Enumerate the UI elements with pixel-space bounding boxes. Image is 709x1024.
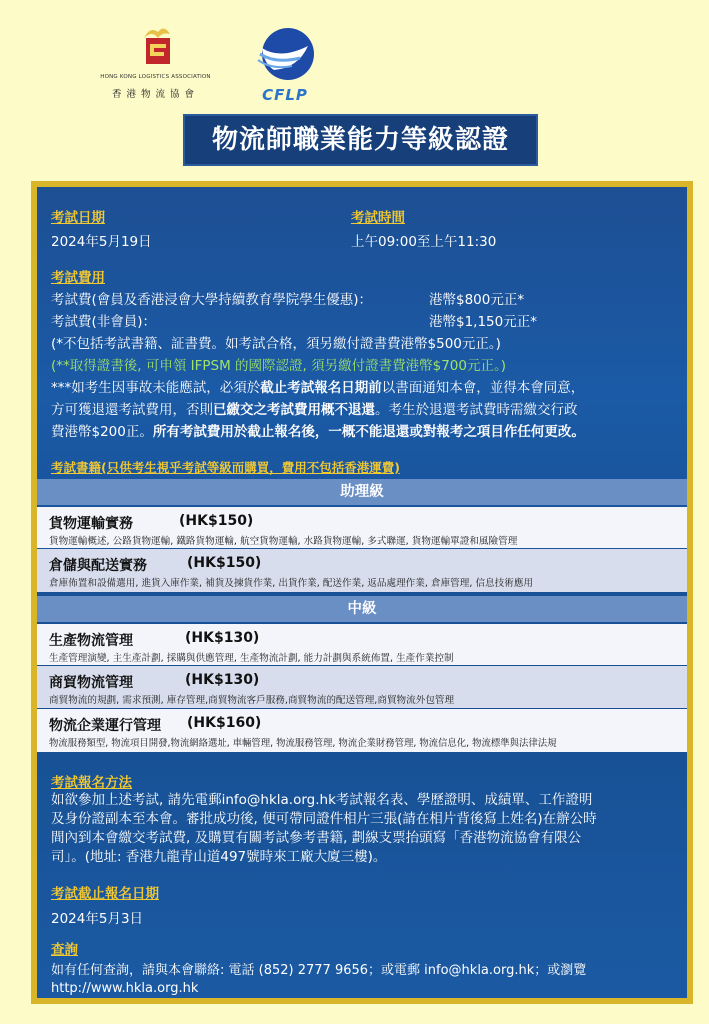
book-row [37,624,687,665]
refund-text-no-refund: 已繳交之考試費用概不退還 [213,402,375,418]
book-desc: 倉庫佈置和設備選用, 進貨入庫作業, 補貨及揀貨作業, 出貨作業, 配送作業, 返品處理作業, 倉庫管理, 信息技術應用 [49,578,534,589]
deadline-label: 考試截止報名日期 [51,886,159,902]
book-price: (HK$130) [185,672,260,688]
book-desc: 生產管理演變, 主生產計劃, 採購與供應管理, 生產物流計劃, 能力計劃與系統佈置, 生產作業控制 [49,653,454,664]
fee-note-2: (**取得證書後, 可申領 IFPSM 的國際認證, 須另繳付證書費港幣$700元正。) [51,358,506,374]
refund-line-3 [51,420,585,440]
fees-label: 考試費用 [51,270,105,286]
book-title: 生產物流管理 [49,633,133,649]
refund-line-2 [51,398,578,418]
book-title: 商貿物流管理 [49,675,133,691]
book-title: 物流企業運行管理 [49,718,161,734]
member-fee-price: 港幣$800元正* [429,292,525,308]
book-price: (HK$150) [187,555,262,571]
register-line: 司」。(地址: 香港九龍青山道497號時來工廠大廈三樓)。 [51,849,387,865]
hkla-english-name: HONG KONG LOGISTICS ASSOCIATION [100,74,211,80]
book-row [37,709,687,752]
fee-note-1: (*不包括考試書籍、証書費。如考試合格，須另繳付證書費港幣$500元正。) [51,336,501,352]
book-row [37,507,687,548]
website-link[interactable]: http://www.hkla.org.hk [51,981,199,996]
exam-date-value: 2024年5月19日 [51,234,152,250]
register-line: 及身份證副本至本會。審批成功後, 便可帶同證件相片三張(請在相片背後寫上姓名)在辦公時 [51,811,597,827]
deadline-value: 2024年5月3日 [51,911,144,927]
member-fee-text: 考試費(會員及香港浸會大學持續教育學院學生優惠)： [51,292,373,308]
page-title: 物流師職業能力等級認證 [183,114,538,166]
register-paragraph [51,791,687,867]
level-bar-assistant: 助理級 [37,479,687,505]
register-line: 間內到本會繳交考試費, 及購買有關考試參考書籍, 劃線支票抬頭寫「香港物流協會有限公 [51,830,582,846]
book-desc: 物流服務類型, 物流項目開發,物流網絡選址, 車輛管理, 物流服務管理, 物流企業財務管理, 物流信息化, 物流標準與法律法規 [49,738,557,749]
book-desc: 貨物運輸概述, 公路貨物運輸, 鐵路貨物運輸, 航空貨物運輸, 水路貨物運輸, 多式聯運, 貨物運輸單證和風險管理 [49,536,518,547]
refund-line-1 [51,376,584,396]
book-title: 貨物運輸實務 [49,516,133,532]
nonmember-fee-price: 港幣$1,150元正* [429,314,537,330]
cflp-logo [250,24,320,104]
enquiry-text: 如有任何查詢，請與本會聯絡: 電話 (852) 2777 9656；或電郵 info@hkla.org.hk；或瀏覽 [51,963,587,978]
hkla-chinese-name: 香港物流協會 [111,89,199,100]
level-bar-intermediate: 中級 [37,596,687,622]
book-price: (HK$150) [179,513,254,529]
exam-time-value: 上午09:00至上午11:30 [351,234,497,250]
book-price: (HK$160) [187,715,262,731]
nonmember-fee-text: 考試費(非會員)： [51,314,157,330]
refund-text-d: 方可獲退還考試費用，否則 [51,402,213,418]
exam-date-label: 考試日期 [51,210,105,226]
book-price: (HK$130) [185,630,260,646]
book-row [37,666,687,708]
exam-time-label: 考試時間 [351,210,405,226]
cflp-globe-icon [250,24,320,84]
register-label: 考試報名方法 [51,775,132,791]
refund-text-c: 以書面通知本會，並得本會同意， [381,380,585,396]
refund-text-final: 所有考試費用於截止報名後，一概不能退還或對報考之項目作任何更改。 [152,424,585,440]
book-row [37,549,687,592]
logos-area [0,18,709,108]
refund-text-a: ***如考生因事故未能應試，必須於 [51,380,261,396]
refund-text-deadline: 截止考試報名日期前 [260,380,382,396]
hkla-logo [88,24,223,104]
cflp-text: CFLP [262,86,308,104]
hkla-emblem-icon [140,24,174,66]
books-label: 考試書籍(只供考生視乎考試等級而購買，費用不包括香港運費) [51,460,400,475]
refund-text-admin-fee: 費港幣$200正。 [51,424,153,440]
refund-text-f: 。考生於退還考試費時需繳交行政 [375,402,578,418]
info-panel [31,181,693,1004]
book-desc: 商貿物流的規劃, 需求預測, 庫存管理,商貿物流客戶服務,商貿物流的配送管理,商貿物流外包管理 [49,695,455,706]
register-line: 如欲參加上述考試, 請先電郵info@hkla.org.hk考試報名表、學歷證明、成績單、工作證明 [51,792,593,808]
book-title: 倉儲與配送實務 [49,558,147,574]
enquiry-label: 查詢 [51,942,78,958]
